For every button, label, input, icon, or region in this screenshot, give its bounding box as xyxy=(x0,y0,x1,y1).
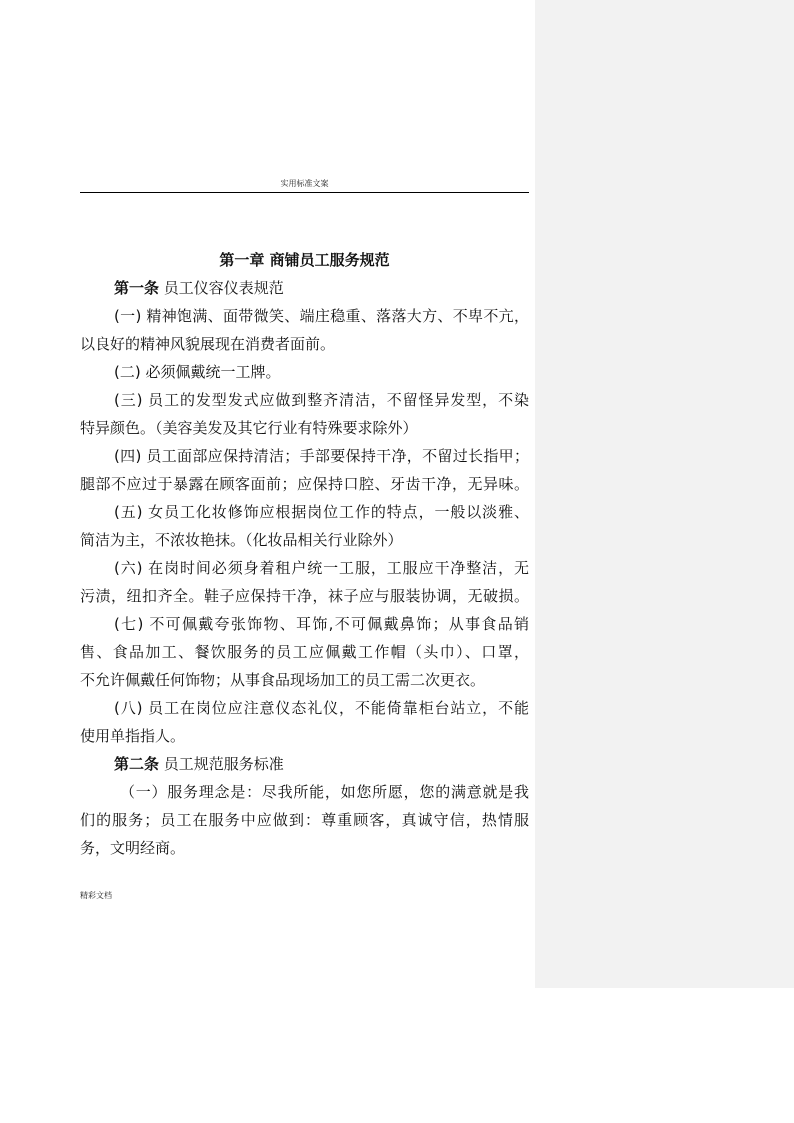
paragraph-line: (八) 员工在岗位应注意仪态礼仪，不能倚靠柜台站立，不能 xyxy=(114,699,529,717)
paragraph-line: 特异颜色。（美容美发及其它行业有特殊要求除外） xyxy=(80,419,418,437)
paragraph-line: (二) 必须佩戴统一工牌。 xyxy=(114,363,281,381)
header-rule xyxy=(80,192,529,193)
paragraph-line: 简洁为主，不浓妆艳抹。（化妆品相关行业除外） xyxy=(80,531,403,549)
paragraph-line: （一）服务理念是：尽我所能，如您所愿，您的满意就是我 xyxy=(120,783,529,801)
paragraph-line: (四) 员工面部应保持清洁；手部要保持干净，不留过长指甲； xyxy=(114,447,529,465)
paragraph-line: 售、食品加工、餐饮服务的员工应佩戴工作帽（头巾）、口罩， xyxy=(80,643,529,661)
article-heading xyxy=(80,750,529,778)
article-label: 第二条 xyxy=(114,755,160,773)
document-body xyxy=(80,246,529,862)
article-label: 第一条 xyxy=(114,279,160,297)
paragraph-line: 们的服务；员工在服务中应做到：尊重顾客，真诚守信，热情服 xyxy=(80,811,529,829)
paragraph-line: (一) 精神饱满、面带微笑、端庄稳重、落落大方、不卑不亢， xyxy=(114,307,529,325)
paragraph-line: 务，文明经商。 xyxy=(80,839,186,857)
article-heading xyxy=(80,274,529,302)
paragraph-line: 以良好的精神风貌展现在消费者面前。 xyxy=(80,335,336,353)
page-header: 实用标准文案 xyxy=(280,179,329,188)
comment-pane xyxy=(535,0,794,988)
paragraph-line: 腿部不应过于暴露在顾客面前；应保持口腔、牙齿干净，无异味。 xyxy=(80,475,529,493)
paragraph-line: 污渍，纽扣齐全。鞋子应保持干净，袜子应与服装协调，无破损。 xyxy=(80,587,529,605)
paragraph-line: (六) 在岗时间必须身着租户统一工服，工服应干净整洁，无 xyxy=(114,559,529,577)
paragraph-line: 使用单指指人。 xyxy=(80,727,186,745)
article-title: 员工仪容仪表规范 xyxy=(163,279,284,297)
article-title: 员工规范服务标准 xyxy=(163,755,284,773)
paragraph-line: (七) 不可佩戴夸张饰物、耳饰,不可佩戴鼻饰；从事食品销 xyxy=(114,615,529,633)
paragraph-line: (五) 女员工化妆修饰应根据岗位工作的特点，一般以淡雅、 xyxy=(114,503,529,521)
chapter-title: 第一章 商铺员工服务规范 xyxy=(219,251,390,269)
paragraph-line: (三) 员工的发型发式应做到整齐清洁，不留怪异发型，不染 xyxy=(114,391,529,409)
paragraph-line: 不允许佩戴任何饰物；从事食品现场加工的员工需二次更衣。 xyxy=(80,671,486,689)
page-footer: 精彩文档 xyxy=(80,891,112,900)
